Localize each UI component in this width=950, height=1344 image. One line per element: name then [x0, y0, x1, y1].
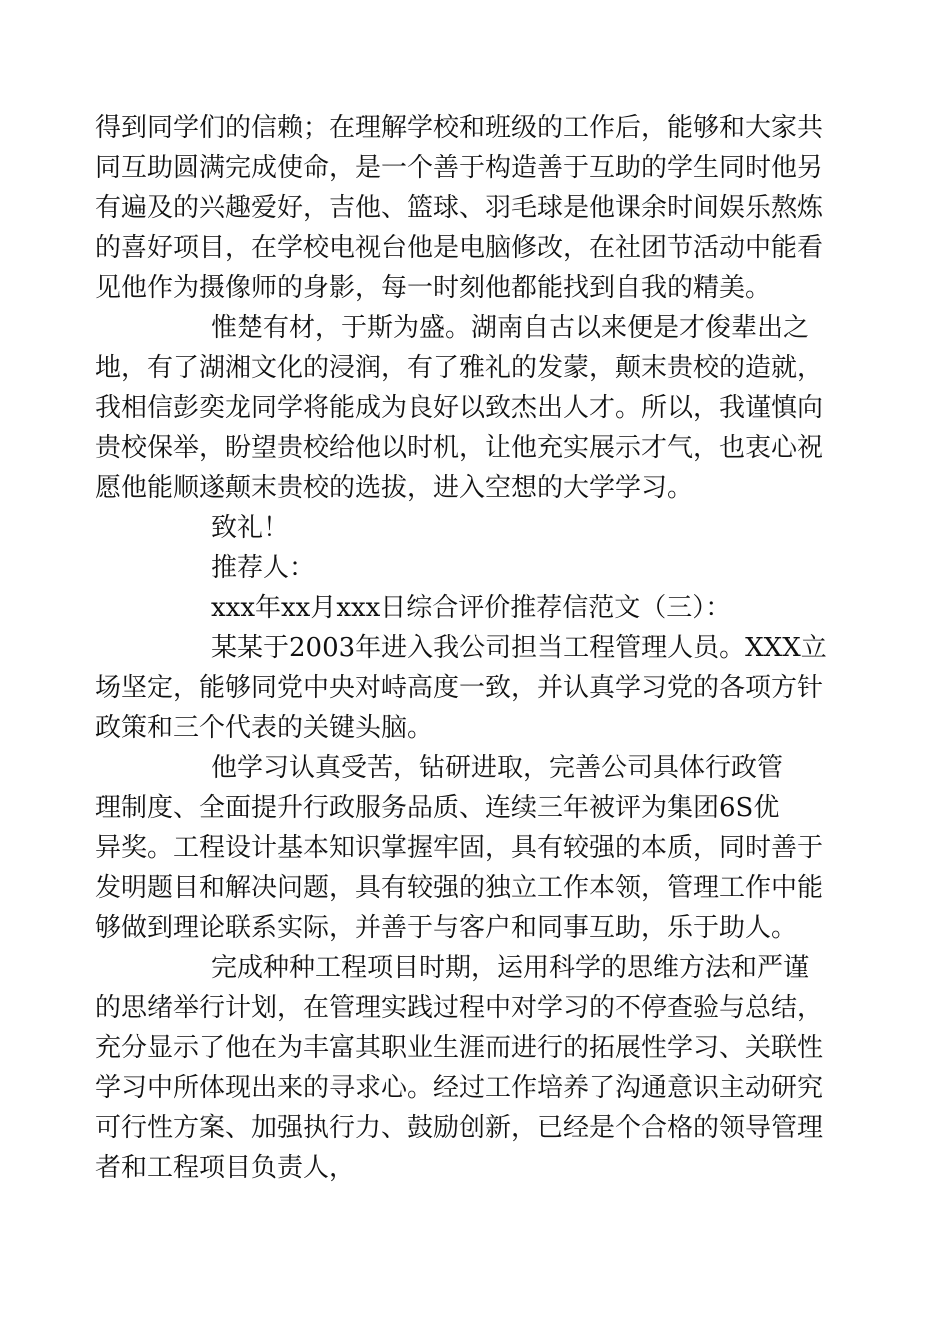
text-line: 异奖。工程设计基本知识掌握牢固，具有较强的本质，同时善于	[95, 833, 824, 863]
text-line: 贵校保举，盼望贵校给他以时机，让他充实展示才气，也衷心祝	[95, 433, 824, 463]
text-line: 者和工程项目负责人，	[95, 1153, 356, 1183]
recommender-line: 推荐人：	[211, 553, 316, 583]
text-line: 场坚定，能够同党中央对峙高度一致，并认真学习党的各项方针	[95, 673, 824, 703]
text-line: 同互助圆满完成使命，是一个善于构造善于互助的学生同时他另	[95, 153, 824, 183]
salutation-line: 致礼！	[211, 513, 290, 543]
text-line: 理制度、全面提升行政服务品质、连续三年被评为集团6S优	[95, 793, 780, 823]
text-line: 学习中所体现出来的寻求心。经过工作培养了沟通意识主动研究	[95, 1073, 824, 1103]
paragraph-first-line: 完成种种工程项目时期，运用科学的思维方法和严谨	[211, 953, 810, 983]
paragraph-first-line: 惟楚有材，于斯为盛。湖南自古以来便是才俊辈出之	[211, 313, 810, 343]
text-line: 见他作为摄像师的身影，每一时刻他都能找到自我的精美。	[95, 273, 772, 303]
text-line: 够做到理论联系实际，并善于与客户和同事互助，乐于助人。	[95, 913, 798, 943]
text-line: 的思绪举行计划，在管理实践过程中对学习的不停查验与总结，	[95, 993, 824, 1023]
text-line: 发明题目和解决问题，具有较强的独立工作本领，管理工作中能	[95, 873, 824, 903]
text-line: 愿他能顺遂颠末贵校的选拔，进入空想的大学学习。	[95, 473, 694, 503]
paragraph-first-line: 他学习认真受苦，钻研进取，完善公司具体行政管	[211, 753, 784, 783]
text-line: 地，有了湖湘文化的浸润，有了雅礼的发蒙，颠末贵校的造就，	[95, 353, 824, 383]
text-line: 可行性方案、加强执行力、鼓励创新，已经是个合格的领导管理	[95, 1113, 824, 1143]
text-line: 的喜好项目，在学校电视台他是电脑修改，在社团节活动中能看	[95, 233, 824, 263]
date-heading-line: xxx年xx月xxx日综合评价推荐信范文（三）：	[211, 593, 732, 623]
text-line: 有遍及的兴趣爱好，吉他、篮球、羽毛球是他课余时间娱乐熬炼	[95, 193, 824, 223]
text-line: 政策和三个代表的关键头脑。	[95, 713, 434, 743]
text-line: 得到同学们的信赖；在理解学校和班级的工作后，能够和大家共	[95, 113, 824, 143]
text-line: 充分显示了他在为丰富其职业生涯而进行的拓展性学习、关联性	[95, 1033, 824, 1063]
text-line: 我相信彭奕龙同学将能成为良好以致杰出人才。所以，我谨慎向	[95, 393, 824, 423]
paragraph-first-line: 某某于2003年进入我公司担当工程管理人员。XXX立	[211, 633, 827, 663]
